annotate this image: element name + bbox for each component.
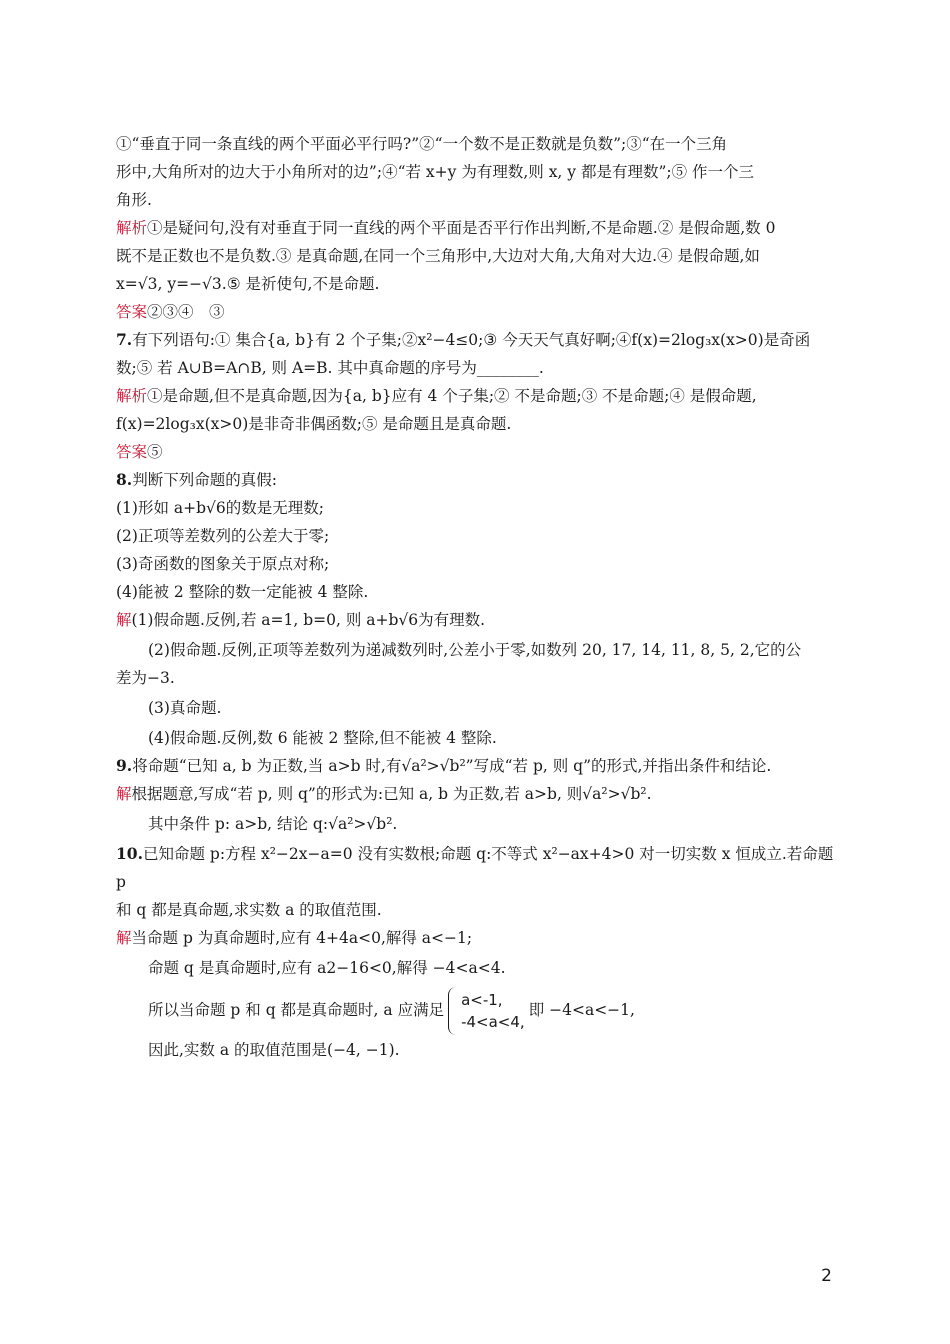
- text-line: (3)真命题.: [148, 699, 222, 717]
- answer-tag: 答案: [116, 443, 148, 461]
- text-line: 既不是正数也不是负数.③ 是真命题,在同一个三角形中,大边对大角,大角对大边.④ 是假命题,如: [116, 247, 760, 265]
- text-line: ①“垂直于同一条直线的两个平面必平行吗?”②“一个数不是正数就是负数”;③“在一个三角: [116, 135, 728, 153]
- text-line: (3)奇函数的图象关于原点对称;: [116, 555, 330, 573]
- text-line: 其中条件 p: a>b, 结论 q:√a²>√b².: [148, 815, 398, 833]
- solution-line: 解(1)假命题.反例,若 a=1, b=0, 则 a+b√6为有理数.: [116, 611, 486, 629]
- text-line: (2)假命题.反例,正项等差数列为递减数列时,公差小于零,如数列 20, 17, 14, 11, 8, 5, 2,它的公: [148, 641, 802, 659]
- text-line: 数;⑤ 若 A∪B=A∩B, 则 A=B. 其中真命题的序号为________.: [116, 359, 544, 377]
- text-line: 形中,大角所对的边大于小角所对的边”;④“若 x+y 为有理数,则 x, y 都是有理数”;⑤ 作一个三: [116, 163, 755, 181]
- text-line: 命题 q 是真命题时,应有 a2−16<0,解得 −4<a<4.: [148, 959, 506, 977]
- solution-line: 解根据题意,写成“若 p, 则 q”的形式为:已知 a, b 为正数,若 a>b, 则√a²>√b².: [116, 785, 652, 803]
- text-line: 角形.: [116, 191, 152, 209]
- solution-tag: 解: [116, 929, 132, 947]
- answer-tag: 答案: [116, 303, 148, 321]
- question-10: 10.已知命题 p:方程 x²−2x−a=0 没有实数根;命题 q:不等式 x²−ax+4>0 对一切实数 x 恒成立.若命题 p: [116, 844, 834, 891]
- page-number: 2: [821, 1266, 832, 1286]
- document-body: [116, 130, 836, 1064]
- analysis-line: 解析①是疑问句,没有对垂直于同一直线的两个平面是否平行作出判断,不是命题.② 是假命题,数 0: [116, 219, 776, 237]
- text-line: 差为−3.: [116, 669, 175, 687]
- text-line: 因此,实数 a 的取值范围是(−4, −1).: [148, 1041, 400, 1059]
- text-line: f(x)=2log₃x(x>0)是非奇非偶函数;⑤ 是命题且是真命题.: [116, 415, 512, 433]
- analysis-tag: 解析: [116, 387, 148, 405]
- analysis-tag: 解析: [116, 219, 148, 237]
- text-line: x=√3, y=−√3.⑤ 是祈使句,不是命题.: [116, 275, 380, 293]
- answer-line: 答案⑤: [116, 443, 163, 461]
- analysis-line: 解析①是命题,但不是真命题,因为{a, b}应有 4 个子集;② 不是命题;③ 不是命题;④ 是假命题,: [116, 387, 757, 405]
- question-8: 8.判断下列命题的真假:: [116, 470, 277, 489]
- system-line: 所以当命题 p 和 q 都是真命题时, a 应满足 a<-1, -4<a<4, 即 −4<a<−1,: [116, 984, 836, 1036]
- answer-line: 答案②③④ ③: [116, 303, 225, 321]
- text-line: (1)形如 a+b√6的数是无理数;: [116, 499, 324, 517]
- inequality-system: a<-1, -4<a<4,: [448, 987, 525, 1035]
- text-line: 和 q 都是真命题,求实数 a 的取值范围.: [116, 901, 382, 919]
- text-line: (2)正项等差数列的公差大于零;: [116, 527, 330, 545]
- solution-tag: 解: [116, 785, 132, 803]
- question-9: 9.将命题“已知 a, b 为正数,当 a>b 时,有√a²>√b²”写成“若 p, 则 q”的形式,并指出条件和结论.: [116, 756, 772, 775]
- solution-line: 解当命题 p 为真命题时,应有 4+4a<0,解得 a<−1;: [116, 929, 473, 947]
- brace-icon: [448, 987, 457, 1035]
- text-line: (4)假命题.反例,数 6 能被 2 整除,但不能被 4 整除.: [148, 729, 497, 747]
- question-7: 7.有下列语句:① 集合{a, b}有 2 个子集;②x²−4≤0;③ 今天天气真好啊;④f(x)=2log₃x(x>0)是奇函: [116, 330, 811, 349]
- solution-tag: 解: [116, 611, 132, 629]
- text-line: (4)能被 2 整除的数一定能被 4 整除.: [116, 583, 369, 601]
